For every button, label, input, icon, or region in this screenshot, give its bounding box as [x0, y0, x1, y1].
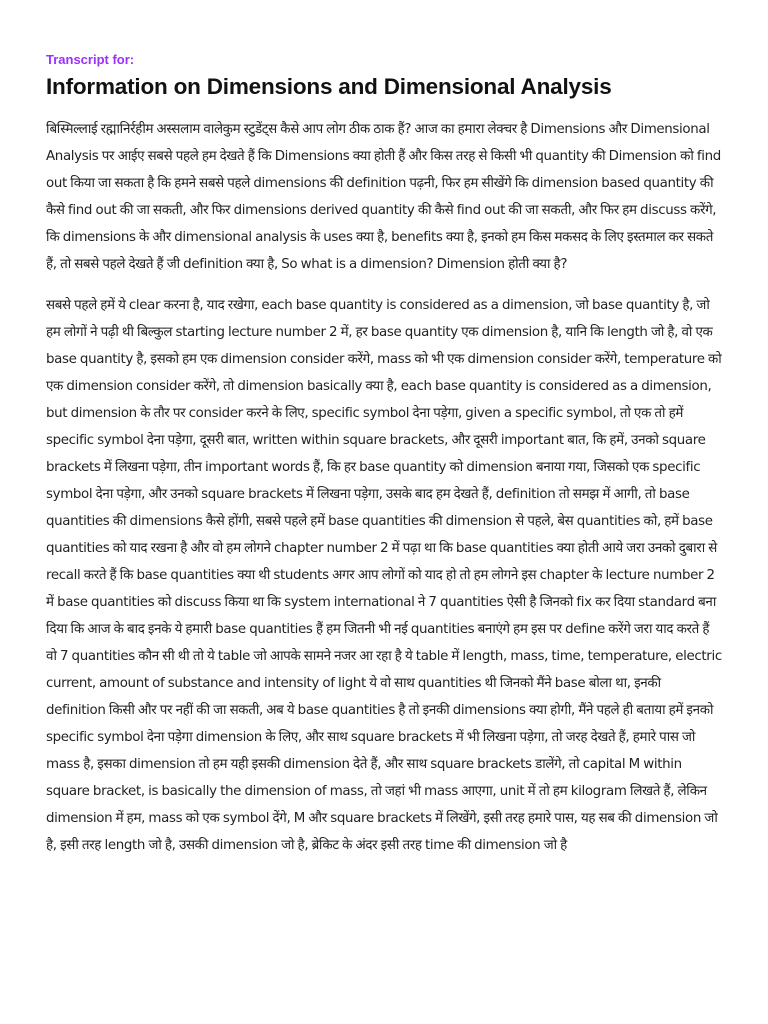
transcript-paragraph: सबसे पहले हमें ये clear करना है, याद रखेगा, each base quantity is considered as a dimension, जो base quantity है, जो हम लोगों ने पढ़ी थी बिल्कुल starting lecture number 2 में, हर base quantity एक dimension है, यानि कि length जो है, वो एक base quantity है, इसको हम एक dimension consider करेंगे, mass को भी एक dimension consider करेंगे, temperature को एक dimension consider करेंगे, तो dimension basically क्या है, each base quantity is considered as a dimension, but dimension के तौर पर consider करने के लिए, specific symbol देना पड़ेगा, given a specific symbol, तो एक तो हमें specific symbol देना पड़ेगा, दूसरी बात, written within square brackets, और दूसरी important बात, कि हमें, उनको square brackets में लिखना पड़ेगा, तीन important words हैं, कि हर base quantity को dimension बनाया गया, जिसको एक specific symbol देना पड़ेगा, और उनको square brackets में लिखना पड़ेगा, उसके बाद हम देखते हैं, definition तो समझ में आगी, तो base quantities की dimensions कैसे होंगी, सबसे पहले हमें base quantities की dimension से पहले, बेस quantities को, हमें base quantities को याद रखना है और वो हम लोगने chapter number 2 में पढ़ा था कि base quantities क्या होती आये जरा उनको दुबारा से recall करते हैं कि base quantities क्या थी students अगर आप लोगों को याद हो तो हम लोगने इस chapter के lecture number 2 में base quantities को discuss किया था कि system international ने 7 quantities ऐसी है जिनको fix कर दिया standard बना दिया कि आज के बाद इनके ये हमारी base quantities हैं हम जितनी भी नई quantities बनाएंगे हम इस पर define करेंगे जरा याद करते हैं वो 7 quantities कौन सी थी तो ये table जो आपके सामने नजर आ रहा है ये table में length, mass, time, temperature, electric current, amount of substance and intensity of light ये वो साथ quantities थी जिनको मैंने base बोला था, इनकी definition किसी और पर नहीं की जा सकती, अब ये base quantities है तो इनकी dimensions क्या होगी, मैंने पहले ही बताया हमें इनको specific symbol देना पड़ेगा dimension के लिए, और साथ square brackets में भी लिखना पड़ेगा, तो जरह देखते हैं, हमारे पास जो mass है, इसका dimension तो हम यही इसकी dimension देते हैं, और साथ square brackets डालेंगे, तो capital M within square bracket, is basically the dimension of mass, तो जहां भी mass आएगा, unit में तो हम kilogram लिखते हैं, लेकिन dimension में हम, mass को एक symbol देंगे, M और square brackets में लिखेंगे, इसी तरह हमारे पास, यह सब की dimension जो है, इसी तरह length जो है, उसकी dimension जो है, ब्रेकिट के अंदर इसी तरह time की dimension जो है: [46, 298, 722, 853]
transcript-paragraph: बिस्मिल्लाई रह्मानिर्रहीम अस्सलाम वालेकुम स्टुडेंट्स कैसे आप लोग ठीक ठाक हैं? आज का हमारा लेक्चर है Dimensions और Dimensional Analysis पर आईए सबसे पहले हम देखते हैं कि Dimensions क्या होती हैं और किस तरह से किसी भी quantity की Dimension को find out किया जा सकता है कि हमने सबसे पहले dimensions की definition पढ़नी, फिर हम सीखेंगे कि dimension based quantity की कैसे find out की जा सकती, और फिर dimensions derived quantity की कैसे find out की जा सकती, और फिर हम discuss करेंगे, कि dimensions के और dimensional analysis के uses क्या है, benefits क्या है, इनको हम किस मकसद के लिए इस्तमाल कर सकते हैं, तो सबसे पहले देखते हैं जी definition क्या है, So what is a dimension? Dimension होती क्या है?: [46, 122, 721, 272]
transcript-label: Transcript for:: [46, 52, 135, 67]
page-title: Information on Dimensions and Dimensional Analysis: [46, 74, 612, 99]
